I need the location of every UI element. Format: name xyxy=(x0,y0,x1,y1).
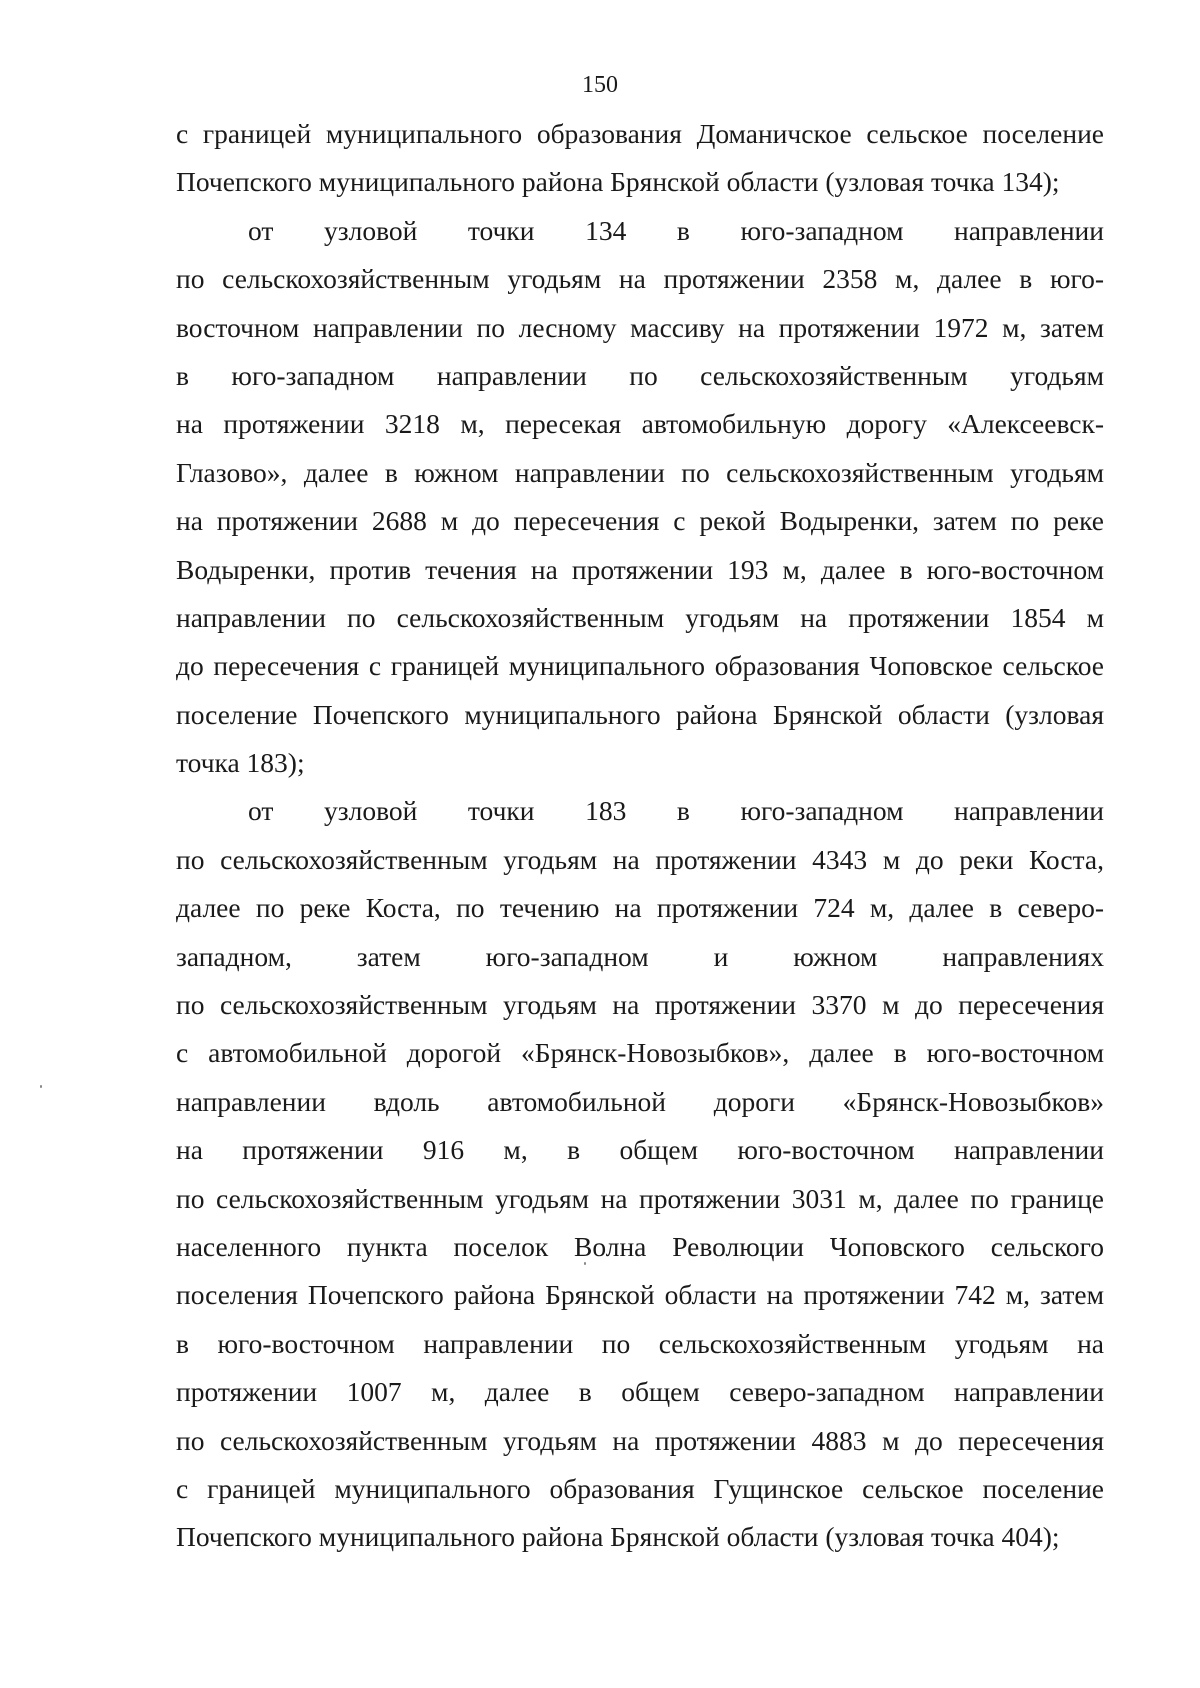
text-line: поселения Почепского района Брянской области на протяжении 742 м, затем xyxy=(176,1279,1104,1311)
text-line: направлении по сельскохозяйственным угодьям на протяжении 1854 м xyxy=(176,601,1104,633)
text-line: в юго-западном направлении по сельскохозяйственным угодьям xyxy=(176,359,1104,391)
scan-speck xyxy=(584,1262,586,1265)
text-line: Глазово», далее в южном направлении по сельскохозяйственным угодьям xyxy=(176,456,1104,488)
text-line: до пересечения с границей муниципального образования Чоповское сельское xyxy=(176,650,1104,682)
body-text xyxy=(176,110,1104,1562)
paragraph xyxy=(176,110,1104,207)
text-line: населенного пункта поселок Волна Революции Чоповского сельского xyxy=(176,1230,1104,1262)
text-line: восточном направлении по лесному массиву на протяжении 1972 м, затем xyxy=(176,311,1104,343)
text-line: от узловой точки 134 в юго-западном направлении xyxy=(248,214,1104,246)
text-line: в юго-восточном направлении по сельскохозяйственным угодьям на xyxy=(176,1327,1104,1359)
text-line: на протяжении 2688 м до пересечения с рекой Водыренки, затем по реке xyxy=(176,505,1104,537)
text-line: от узловой точки 183 в юго-западном направлении xyxy=(248,795,1104,827)
text-line: точка 183); xyxy=(176,747,305,779)
text-line: протяжении 1007 м, далее в общем северо-западном направлении xyxy=(176,1376,1104,1408)
text-line: Почепского муниципального района Брянской области (узловая точка 404); xyxy=(176,1521,1060,1553)
text-line: направлении вдоль автомобильной дороги «Брянск-Новозыбков» xyxy=(176,1085,1104,1117)
text-line: по сельскохозяйственным угодьям на протяжении 3031 м, далее по границе xyxy=(176,1182,1104,1214)
scan-speck xyxy=(40,1085,42,1088)
text-line: с границей муниципального образования Доманичское сельское поселение xyxy=(176,118,1104,149)
text-line: далее по реке Коста, по течению на протяжении 724 м, далее в северо- xyxy=(176,892,1104,924)
text-line: по сельскохозяйственным угодьям на протяжении 3370 м до пересечения xyxy=(176,989,1104,1021)
text-line: Водыренки, против течения на протяжении 193 м, далее в юго-восточном xyxy=(176,553,1104,585)
text-line: по сельскохозяйственным угодьям на протяжении 4883 м до пересечения xyxy=(176,1424,1104,1456)
text-line: западном, затем юго-западном и южном направлениях xyxy=(176,940,1104,972)
text-line: поселение Почепского муниципального района Брянской области (узловая xyxy=(176,698,1104,730)
text-line: по сельскохозяйственным угодьям на протяжении 4343 м до реки Коста, xyxy=(176,843,1104,875)
text-line: с границей муниципального образования Гущинское сельское поселение xyxy=(176,1472,1104,1504)
text-line: Почепского муниципального района Брянской области (узловая точка 134); xyxy=(176,166,1060,198)
text-line: по сельскохозяйственным угодьям на протяжении 2358 м, далее в юго- xyxy=(176,263,1104,295)
text-line: на протяжении 3218 м, пересекая автомобильную дорогу «Алексеевск- xyxy=(176,408,1104,440)
page-number: 150 xyxy=(582,72,618,98)
paragraph xyxy=(176,787,1104,1561)
text-line: с автомобильной дорогой «Брянск-Новозыбков», далее в юго-восточном xyxy=(176,1037,1104,1069)
paragraph xyxy=(176,207,1104,788)
text-line: на протяжении 916 м, в общем юго-восточном направлении xyxy=(176,1134,1104,1166)
